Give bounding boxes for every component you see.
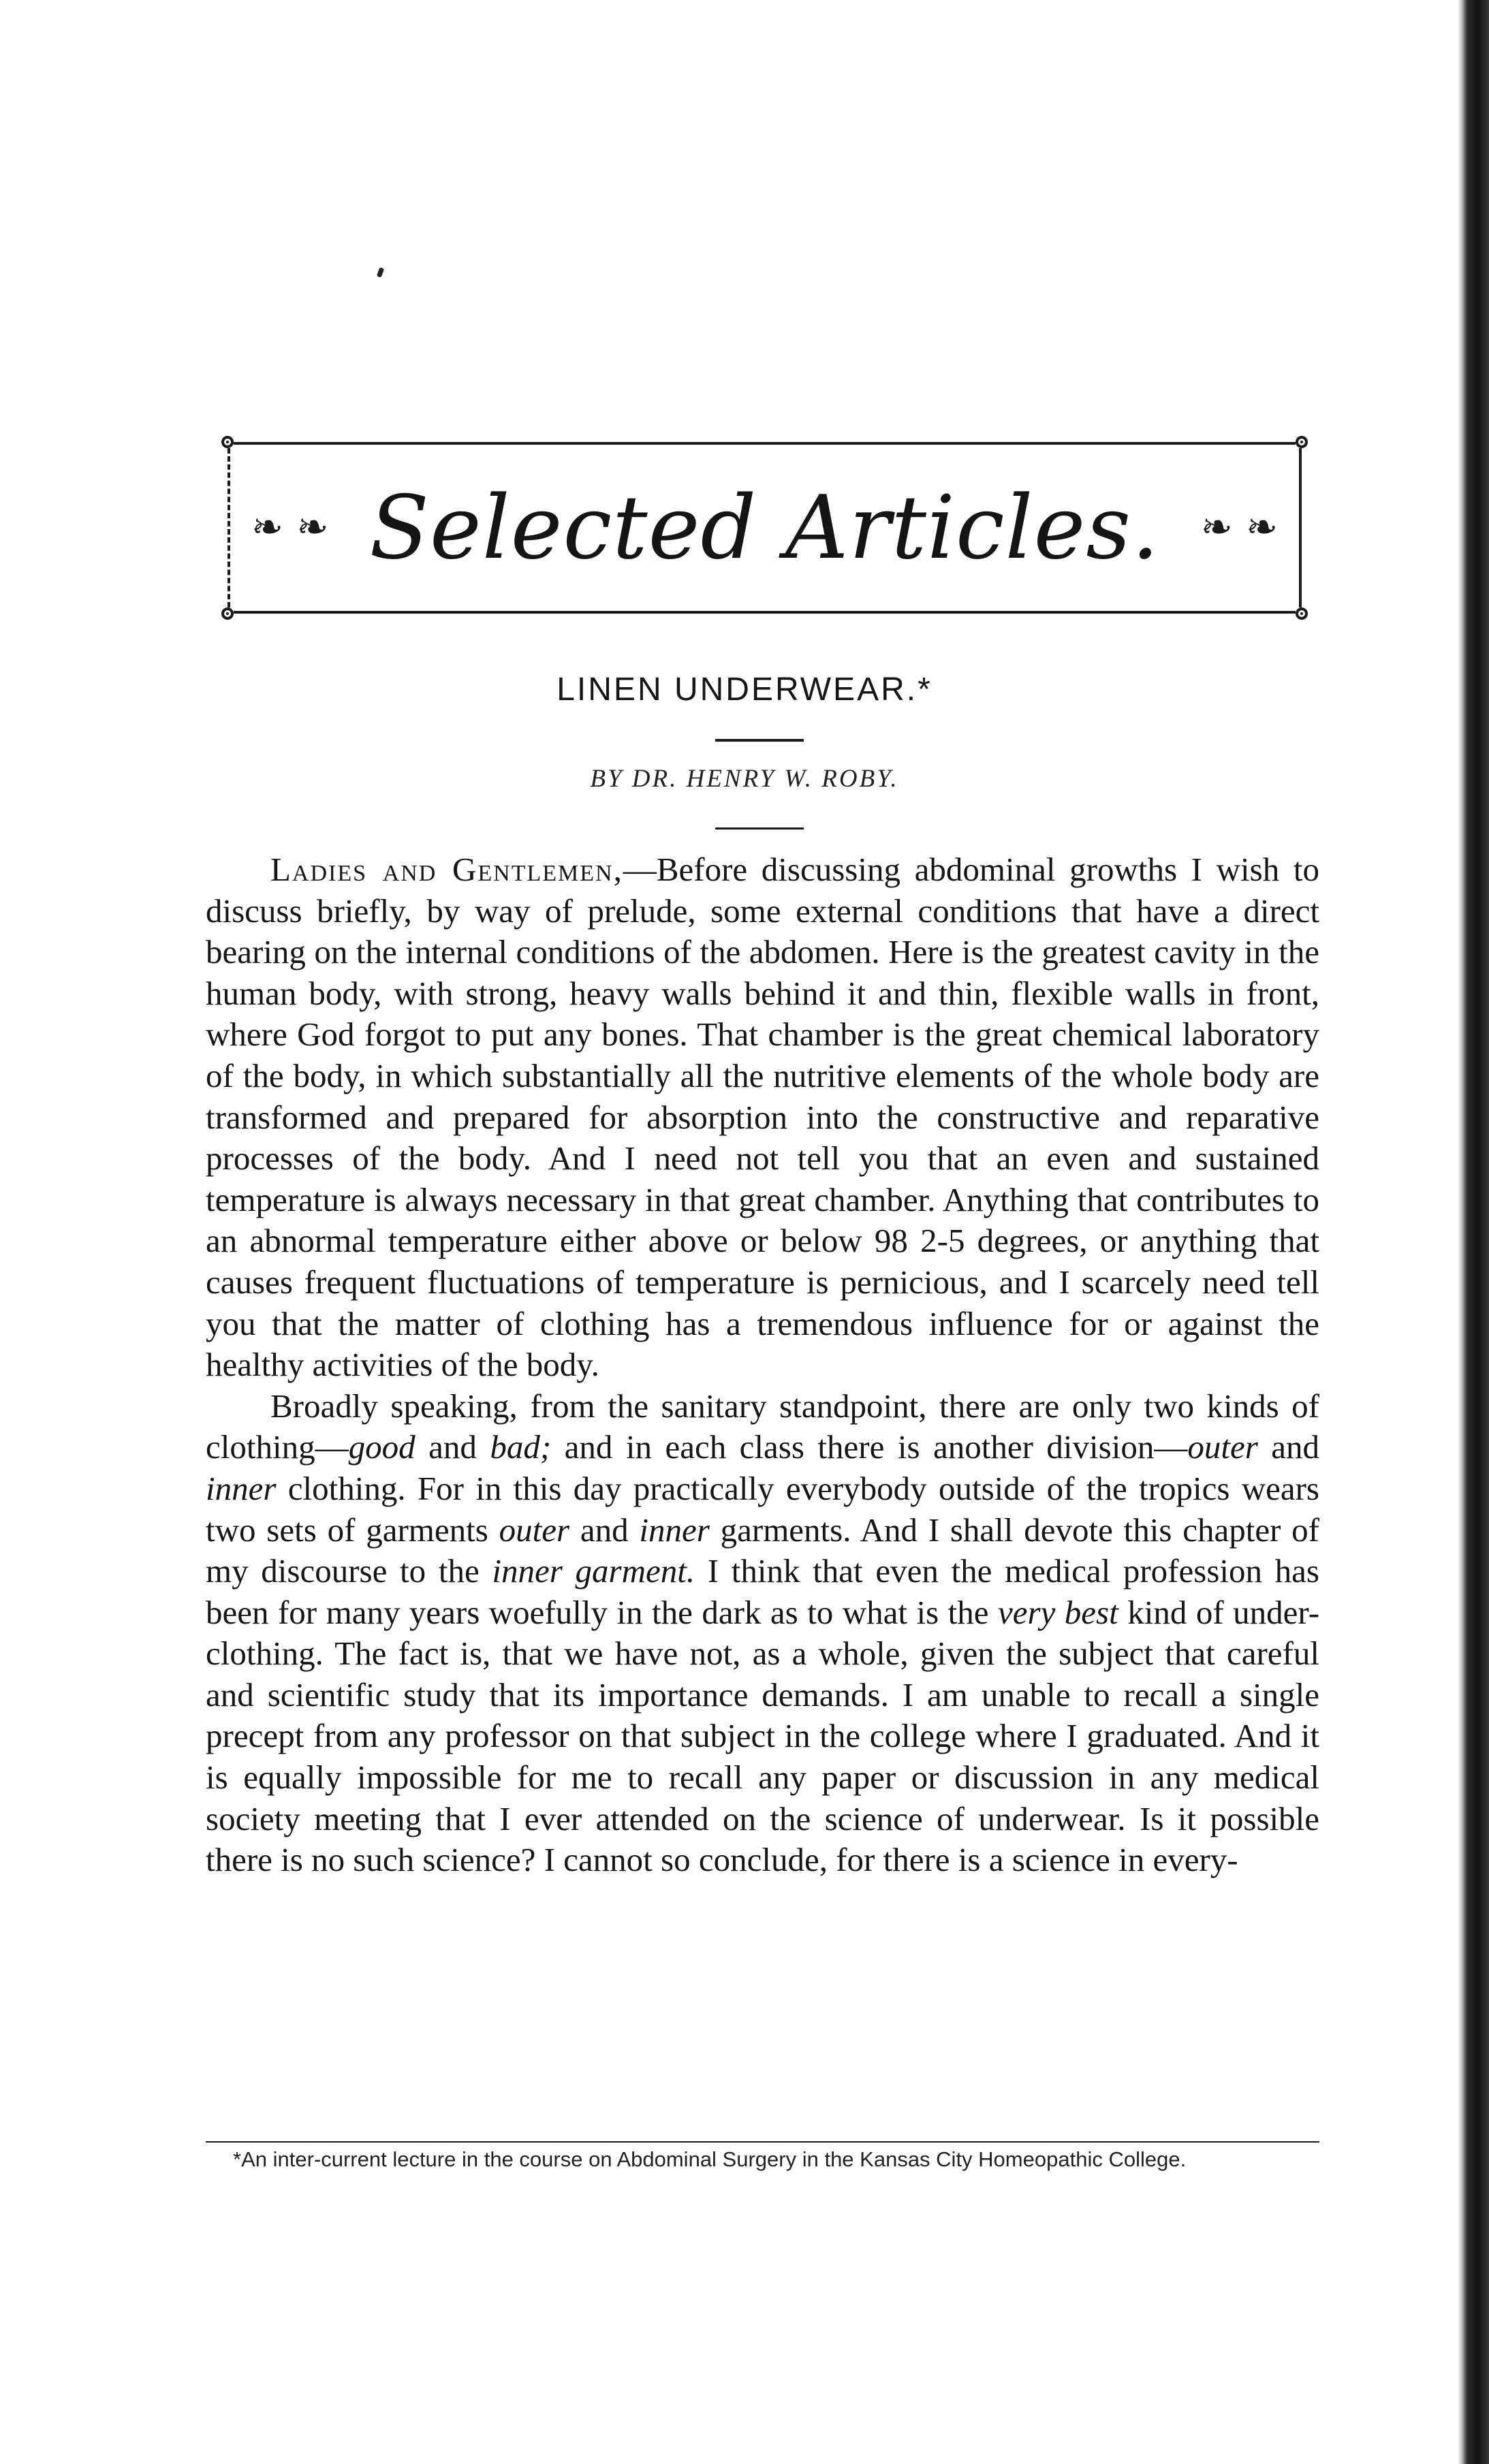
emphasis: inner garment. xyxy=(492,1552,695,1590)
paragraph-text: —Before discussing abdominal growths I wish to discuss briefly, by way of prelude, some external conditions that have a direct bearing on the internal conditions of the abdomen. Here is the greatest cavity in the human body, with strong, heavy walls behind it and thin, flexible walls in front, where God forgot to put any bones. That chamber is the great chemical laboratory of the body, in which substantially all the nutritive elements of the whole body are transformed and prepared for absorption into the constructive and reparative processes of the body. And I need not tell you that an even and sustained temperature is always necessary in that great chamber. Anything that contributes to an abnormal temperature either above or below 98 2-5 degrees, or anything that causes frequent fluctuations of temperature is pernicious, and I scarcely need tell you that the matter of clothing has a tremendous influence for or against the healthy activities of the body. xyxy=(206,851,1319,1384)
emphasis: bad; xyxy=(490,1428,552,1466)
article-byline: BY DR. HENRY W. ROBY. xyxy=(590,765,899,793)
leaf-ornament-icon: ❧ ❧ xyxy=(1200,505,1279,550)
leaf-ornament-icon: ❧ ❧ xyxy=(251,505,329,550)
banner-bottom-rule xyxy=(234,611,1296,614)
text-run: clothing. For in this day practically everybody outside of the tropics wears two sets of garments xyxy=(206,1469,1319,1549)
text-run: kind of under-clothing. The fact is, that we have not, as a whole, given the subject that careful and scientific study that its importance demands. I am unable to recall a single precept from any professor on that subject in the college where I graduated. And it is equally impossible for me to recall any paper or discussion in any medical society meeting that I ever attended on the science of underwear. Is it possible there is no such science? I cannot so conclude, for there is a science in every- xyxy=(206,1593,1320,1879)
banner-title: Selected Articles. xyxy=(369,477,1160,579)
emphasis: outer xyxy=(1187,1428,1258,1466)
text-run: garments. And I shall devote this chapter of my discourse to the xyxy=(206,1511,1319,1590)
emphasis: inner xyxy=(206,1469,277,1507)
banner-corner-ornament xyxy=(221,436,234,448)
text-run: and xyxy=(415,1428,490,1466)
text-run: Broadly speaking, from the sanitary standpoint, there are only two kinds of clothing— xyxy=(206,1387,1319,1466)
byline-divider xyxy=(715,827,804,830)
paragraph xyxy=(206,849,1319,1386)
text-run: and xyxy=(569,1511,640,1549)
text-run: and in each class there is another division— xyxy=(551,1428,1188,1466)
banner-content xyxy=(221,463,1308,593)
salutation: Ladies and Gentlemen, xyxy=(270,851,623,888)
emphasis: very best xyxy=(998,1593,1118,1631)
emphasis: inner xyxy=(639,1511,710,1549)
banner-corner-ornament xyxy=(1296,436,1308,448)
article-title: LINEN UNDERWEAR.* xyxy=(557,672,932,708)
text-run: and xyxy=(1257,1428,1319,1466)
title-divider xyxy=(715,739,804,742)
emphasis: good xyxy=(348,1428,416,1466)
stray-ink-mark xyxy=(377,267,384,278)
scan-binding-edge xyxy=(1458,0,1489,2464)
text-run: I think that even the medical profession has been for many years woefully in the dark as to what is the xyxy=(206,1552,1320,1631)
footnote-divider xyxy=(206,2141,1319,2143)
footnote: *An inter-current lecture in the course on Abdominal Surgery in the Kansas City Homeopathic College. xyxy=(233,2147,1187,2171)
article-body xyxy=(206,849,1319,1881)
banner-corner-ornament xyxy=(1296,607,1308,620)
paragraph xyxy=(206,1386,1319,1881)
emphasis: outer xyxy=(499,1511,570,1549)
banner-corner-ornament xyxy=(221,607,234,620)
banner-top-rule xyxy=(234,442,1296,445)
section-banner xyxy=(221,436,1308,620)
